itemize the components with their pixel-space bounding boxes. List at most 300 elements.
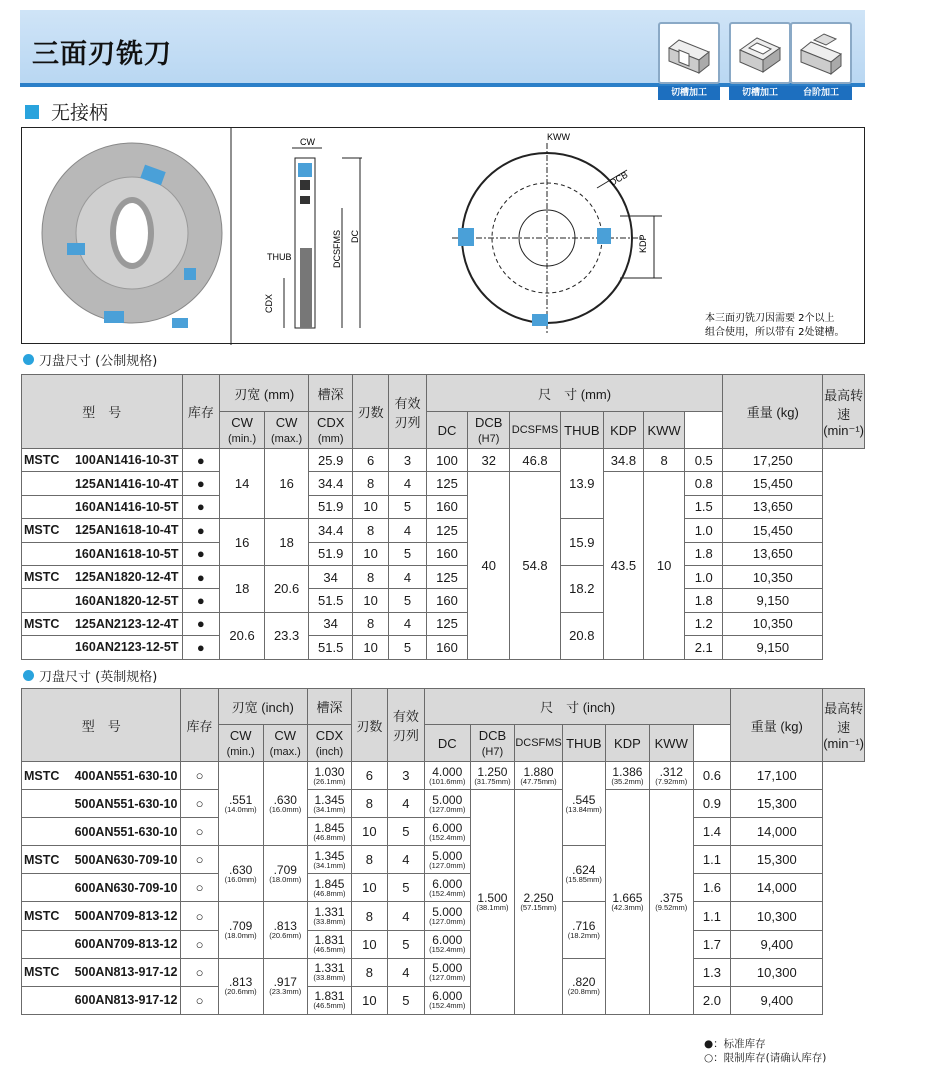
dcb-cell-value: 1.250: [477, 764, 508, 779]
thub-cell: [562, 762, 605, 846]
table-row: [22, 472, 865, 495]
cdx-cell: 34: [309, 612, 353, 635]
cdx-cell-value: 1.345: [314, 792, 345, 807]
dcsfms-cell: [515, 762, 562, 790]
cdx-cell: 51.5: [309, 589, 353, 612]
effective-cell: 5: [389, 542, 427, 565]
effective-cell: 5: [389, 589, 427, 612]
kdp-cell: 34.8: [603, 449, 643, 472]
weight-cell: 1.6: [693, 874, 731, 902]
teeth-cell: 8: [352, 790, 388, 818]
bullet-dot-icon: [23, 670, 34, 681]
badge-slotting-2: 切槽加工: [729, 22, 791, 100]
svg-text:DCSFMS: DCSFMS: [332, 230, 342, 268]
cw-max-cell: 18: [264, 519, 308, 566]
speed-cell: 10,300: [731, 958, 823, 986]
cdx-cell-mm: (46.8mm): [313, 888, 346, 898]
cw-max-cell-value: .813: [273, 919, 297, 934]
square-bullet-icon: [25, 105, 39, 119]
cw-max-cell-value: .630: [273, 792, 297, 807]
dcb-cell: [470, 790, 515, 1015]
front-view-drawing: [452, 132, 662, 333]
cdx-cell: 34: [309, 565, 353, 588]
speed-cell: 9,150: [723, 636, 823, 659]
speed-cell: 17,250: [723, 449, 823, 472]
model-cell: [22, 636, 183, 659]
teeth-cell: 8: [353, 472, 389, 495]
header-kww: KWW: [644, 412, 685, 449]
header-cw-min: CW (min.): [220, 412, 265, 449]
teeth-cell: 8: [352, 902, 388, 930]
teeth-cell: 10: [352, 818, 388, 846]
cdx-cell-mm: (34.1mm): [313, 804, 346, 814]
dcsfms-cell: [515, 790, 562, 1015]
dc-cell-value: 5.000: [432, 905, 463, 920]
stock-cell: ●: [182, 449, 220, 472]
model-prefix: MSTC: [24, 453, 60, 468]
teeth-cell: 6: [353, 449, 389, 472]
stock-cell: ●: [182, 589, 220, 612]
cw-max-cell-mm: (18.0mm): [269, 874, 302, 884]
cdx-cell-mm: (46.5mm): [313, 1001, 346, 1011]
teeth-cell: 6: [352, 762, 388, 790]
header-cw-max: CW (max.): [264, 412, 308, 449]
header-dcsfms: DCSFMS: [515, 725, 562, 762]
model-cell: [22, 930, 181, 958]
svg-text:THUB: THUB: [267, 252, 292, 262]
effective-cell: 3: [389, 449, 427, 472]
header-cdx: CDX (mm): [309, 412, 353, 449]
header-thub: THUB: [560, 412, 603, 449]
table-row: [22, 542, 865, 565]
header-kdp: KDP: [603, 412, 643, 449]
table-row: [22, 930, 865, 958]
diagram-panel: [21, 127, 865, 344]
table-row: [22, 986, 865, 1014]
thub-cell: 13.9: [560, 449, 603, 519]
thub-cell: [562, 902, 605, 958]
dc-cell: 125: [426, 565, 467, 588]
dc-cell-mm: (152.4mm): [429, 945, 466, 955]
cw-min-cell: [218, 762, 263, 846]
header-dc: DC: [424, 725, 470, 762]
cdx-cell: [307, 846, 351, 874]
thub-cell: 15.9: [560, 519, 603, 566]
header-width: 刃宽 (mm): [220, 375, 309, 412]
speed-cell: 9,400: [731, 986, 823, 1014]
speed-cell: 15,300: [731, 846, 823, 874]
teeth-cell: 8: [353, 565, 389, 588]
svg-text:CW: CW: [300, 137, 315, 147]
header-stock: 库存: [181, 689, 218, 762]
header-effective: 有效刃列: [389, 375, 427, 449]
cdx-cell-value: 1.030: [314, 764, 345, 779]
cw-min-cell-mm: (16.0mm): [224, 874, 257, 884]
kww-cell-value: .312: [659, 764, 683, 779]
weight-cell: 2.1: [685, 636, 723, 659]
thub-cell: [562, 846, 605, 902]
slot-block-icon: [658, 22, 720, 84]
svg-text:CDX: CDX: [264, 293, 274, 313]
kdp-cell: [605, 790, 649, 1015]
cdx-cell: [307, 874, 351, 902]
thub-cell: 20.8: [560, 612, 603, 659]
header-speed: 最高转速 (min⁻¹): [823, 689, 865, 762]
cw-max-cell: [263, 762, 307, 846]
cdx-cell-value: 1.831: [314, 989, 345, 1004]
model-code: 160AN1618-10-5T: [74, 546, 179, 561]
table-row: [22, 495, 865, 518]
cw-min-cell-mm: (18.0mm): [224, 931, 257, 941]
cw-max-cell-mm: (23.3mm): [269, 987, 302, 997]
cw-max-cell-value: .709: [273, 862, 297, 877]
cw-min-cell: [218, 958, 263, 1014]
table-row: [22, 846, 865, 874]
model-code: 160AN1416-10-5T: [74, 499, 179, 514]
teeth-cell: 10: [353, 636, 389, 659]
metric-spec-table: [21, 374, 865, 660]
effective-cell: 4: [387, 902, 424, 930]
dc-cell: 160: [426, 495, 467, 518]
weight-cell: 1.0: [685, 565, 723, 588]
model-prefix: MSTC: [24, 616, 60, 631]
cdx-cell-mm: (33.8mm): [313, 973, 346, 983]
cdx-cell: [307, 986, 351, 1014]
cdx-cell-value: 1.331: [314, 905, 345, 920]
dcsfms-cell: 46.8: [510, 449, 561, 472]
model-code: 100AN1416-10-3T: [74, 453, 179, 468]
dc-cell: [424, 818, 470, 846]
model-code: 125AN2123-12-4T: [74, 616, 179, 631]
cw-min-cell-mm: (20.6mm): [224, 987, 257, 997]
table-row: [22, 902, 865, 930]
kdp-cell-mm: (35.2mm): [611, 776, 644, 786]
kww-cell-value: .375: [659, 890, 683, 905]
model-cell: [22, 902, 181, 930]
dc-cell: [424, 958, 470, 986]
cw-min-cell: 18: [220, 565, 265, 612]
effective-cell: 5: [389, 495, 427, 518]
metric-section-title: 刀盘尺寸 (公制规格): [23, 350, 157, 369]
table-row: [22, 519, 865, 542]
table-row: [22, 636, 865, 659]
cdx-cell-value: 1.831: [314, 933, 345, 948]
cw-max-cell: 23.3: [264, 612, 308, 659]
thub-cell-value: .624: [572, 862, 596, 877]
model-code: 600AN630-709-10: [74, 880, 178, 895]
thub-cell: [562, 958, 605, 1014]
dc-cell-value: 6.000: [432, 933, 463, 948]
model-cell: [22, 612, 183, 635]
header-speed: 最高转速 (min⁻¹): [823, 375, 865, 449]
model-prefix: MSTC: [24, 909, 60, 924]
weight-cell: 1.1: [693, 846, 731, 874]
cdx-cell: 34.4: [309, 472, 353, 495]
badge-shoulder: 台阶加工: [790, 22, 852, 100]
dc-cell: [424, 762, 470, 790]
dc-cell-value: 5.000: [432, 961, 463, 976]
teeth-cell: 10: [353, 542, 389, 565]
stock-cell: ○: [181, 790, 218, 818]
model-cell: [22, 589, 183, 612]
effective-cell: 5: [387, 930, 424, 958]
dc-cell-mm: (127.0mm): [429, 917, 466, 927]
model-code: 600AN551-630-10: [74, 824, 178, 839]
effective-cell: 3: [387, 762, 424, 790]
dcsfms-cell-value: 1.880: [523, 764, 554, 779]
header-model: 型 号: [22, 375, 183, 449]
header-teeth: 刃数: [352, 689, 388, 762]
cdx-cell: [307, 762, 351, 790]
weight-cell: 1.2: [685, 612, 723, 635]
cdx-cell: 51.9: [309, 542, 353, 565]
header-teeth: 刃数: [353, 375, 389, 449]
teeth-cell: 10: [352, 874, 388, 902]
kdp-cell-mm: (42.3mm): [611, 902, 644, 912]
speed-cell: 15,450: [723, 519, 823, 542]
dc-cell-mm: (127.0mm): [429, 804, 466, 814]
effective-cell: 4: [389, 519, 427, 542]
svg-text:KWW: KWW: [547, 132, 570, 142]
kdp-cell: 43.5: [603, 472, 643, 659]
cdx-cell-mm: (34.1mm): [313, 860, 346, 870]
model-prefix: MSTC: [24, 852, 60, 867]
imperial-table-body: [22, 762, 865, 1015]
diagram-note-2: 组合使用，所以带有 2处键槽。: [705, 327, 845, 338]
cw-min-cell: [218, 902, 263, 958]
header-dims: 尺 寸 (inch): [424, 689, 730, 725]
model-prefix: MSTC: [24, 768, 60, 783]
stock-cell: ●: [182, 636, 220, 659]
cw-min-cell: [218, 846, 263, 902]
weight-cell: 0.9: [693, 790, 731, 818]
section-subtitle: 无接柄: [25, 98, 108, 125]
model-code: 125AN1416-10-4T: [74, 476, 179, 491]
cdx-cell: [307, 930, 351, 958]
thub-cell-value: .820: [572, 975, 596, 990]
svg-text:DC: DC: [350, 230, 360, 243]
thub-cell-mm: (20.8mm): [567, 987, 600, 997]
teeth-cell: 8: [352, 958, 388, 986]
effective-cell: 4: [389, 565, 427, 588]
cutter-drawings: [22, 128, 866, 345]
dc-cell-value: 6.000: [432, 820, 463, 835]
stock-cell: ○: [181, 818, 218, 846]
model-cell: [22, 449, 183, 472]
cw-max-cell-value: .917: [273, 975, 297, 990]
effective-cell: 5: [387, 874, 424, 902]
cw-min-cell-mm: (14.0mm): [224, 804, 257, 814]
model-prefix: MSTC: [24, 523, 60, 538]
badge-slotting-1: 切槽加工: [658, 22, 720, 100]
cdx-cell-mm: (46.5mm): [313, 945, 346, 955]
speed-cell: 10,300: [731, 902, 823, 930]
cdx-cell-mm: (33.8mm): [313, 917, 346, 927]
effective-cell: 4: [389, 472, 427, 495]
teeth-cell: 10: [352, 930, 388, 958]
cdx-cell: 51.5: [309, 636, 353, 659]
cw-min-cell-value: .630: [228, 862, 253, 877]
stock-cell: ●: [182, 472, 220, 495]
effective-cell: 4: [387, 790, 424, 818]
dcb-cell-mm: (38.1mm): [476, 902, 509, 912]
header-cw-min: CW (min.): [218, 725, 263, 762]
effective-cell: 4: [387, 846, 424, 874]
cdx-cell: [307, 790, 351, 818]
thub-cell-mm: (13.84mm): [565, 804, 602, 814]
dcsfms-cell-mm: (57.15mm): [520, 902, 557, 912]
stock-cell: ●: [182, 565, 220, 588]
dc-cell: [424, 930, 470, 958]
cdx-cell: 51.9: [309, 495, 353, 518]
kdp-cell: [605, 762, 649, 790]
dc-cell-mm: (127.0mm): [429, 860, 466, 870]
cdx-cell: 34.4: [309, 519, 353, 542]
dc-cell: 160: [426, 636, 467, 659]
header-cdx: CDX (inch): [307, 725, 351, 762]
header-stock: 库存: [182, 375, 220, 449]
teeth-cell: 10: [353, 589, 389, 612]
legend-standard: ●：标准库存: [704, 1038, 766, 1050]
model-cell: [22, 790, 181, 818]
svg-text:DCB: DCB: [608, 169, 630, 188]
model-cell: [22, 818, 181, 846]
header-weight: 重量 (kg): [723, 375, 823, 449]
cdx-cell-value: 1.845: [314, 876, 345, 891]
model-code: 600AN813-917-12: [74, 993, 178, 1008]
cw-max-cell: [263, 958, 307, 1014]
speed-cell: 9,400: [731, 930, 823, 958]
dcsfms-cell-value: 2.250: [523, 890, 554, 905]
dc-cell-mm: (152.4mm): [429, 1001, 466, 1011]
thub-cell-value: .716: [572, 919, 596, 934]
header-width: 刃宽 (inch): [218, 689, 307, 725]
cdx-cell-value: 1.331: [314, 961, 345, 976]
thub-cell: 18.2: [560, 565, 603, 612]
side-view-drawing: [264, 137, 362, 328]
header-dcb: DCB (H7): [470, 725, 515, 762]
dc-cell-value: 5.000: [432, 848, 463, 863]
dc-cell: 160: [426, 589, 467, 612]
model-code: 500AN551-630-10: [74, 796, 178, 811]
page-header: [20, 10, 865, 98]
bullet-dot-icon: [23, 354, 34, 365]
header-thub: THUB: [562, 725, 605, 762]
cw-min-cell-value: .813: [228, 975, 253, 990]
dc-cell-mm: (152.4mm): [429, 888, 466, 898]
model-code: 125AN1820-12-4T: [74, 570, 179, 585]
teeth-cell: 8: [353, 519, 389, 542]
table-row: [22, 818, 865, 846]
header-groove: 槽深: [309, 375, 353, 412]
model-cell: [22, 874, 181, 902]
stock-cell: ○: [181, 930, 218, 958]
speed-cell: 9,150: [723, 589, 823, 612]
speed-cell: 10,350: [723, 612, 823, 635]
model-code: 400AN551-630-10: [74, 768, 178, 783]
cw-max-cell-mm: (20.6mm): [269, 931, 302, 941]
header-weight: 重量 (kg): [731, 689, 823, 762]
stock-cell: ●: [182, 542, 220, 565]
dc-cell: 125: [426, 612, 467, 635]
legend-limited: ○：限制库存(请确认库存): [704, 1052, 827, 1064]
weight-cell: 0.5: [685, 449, 723, 472]
effective-cell: 5: [387, 986, 424, 1014]
table-row: [22, 762, 865, 790]
cw-max-cell: 20.6: [264, 565, 308, 612]
dc-cell-mm: (101.6mm): [429, 776, 466, 786]
table-row: [22, 958, 865, 986]
weight-cell: 1.7: [693, 930, 731, 958]
header-dcsfms: DCSFMS: [510, 412, 561, 449]
model-cell: [22, 565, 183, 588]
speed-cell: 14,000: [731, 818, 823, 846]
kww-cell: 10: [644, 472, 685, 659]
weight-cell: 1.0: [685, 519, 723, 542]
teeth-cell: 8: [352, 846, 388, 874]
speed-cell: 13,650: [723, 542, 823, 565]
svg-text:KDP: KDP: [638, 234, 648, 253]
kdp-cell-value: 1.386: [612, 764, 643, 779]
thub-cell-mm: (18.2mm): [567, 931, 600, 941]
model-cell: [22, 846, 181, 874]
model-cell: [22, 472, 183, 495]
thub-cell-mm: (15.85mm): [565, 874, 602, 884]
stock-cell: ○: [181, 846, 218, 874]
model-cell: [22, 542, 183, 565]
cw-max-cell: 16: [264, 449, 308, 519]
model-cell: [22, 519, 183, 542]
header-cw-max: CW (max.): [263, 725, 307, 762]
stock-cell: ○: [181, 986, 218, 1014]
cdx-cell-mm: (46.8mm): [313, 832, 346, 842]
dcsfms-cell-mm: (47.75mm): [520, 776, 557, 786]
weight-cell: 1.8: [685, 589, 723, 612]
stock-cell: ○: [181, 762, 218, 790]
stock-cell: ●: [182, 519, 220, 542]
cdx-cell: [307, 818, 351, 846]
effective-cell: 4: [389, 612, 427, 635]
cutter-photo: [42, 143, 222, 328]
model-code: 500AN709-813-12: [74, 909, 178, 924]
header-groove: 槽深: [307, 689, 351, 725]
stock-cell: ○: [181, 902, 218, 930]
page-title: 三面刃铣刀: [32, 39, 172, 70]
table-row: [22, 589, 865, 612]
header-dims: 尺 寸 (mm): [426, 375, 723, 412]
dc-cell: [424, 790, 470, 818]
header-dcb: DCB (H7): [468, 412, 510, 449]
effective-cell: 5: [387, 818, 424, 846]
cw-min-cell-value: .551: [228, 792, 253, 807]
dcb-cell-mm: (31.75mm): [474, 776, 511, 786]
dc-cell-value: 6.000: [432, 876, 463, 891]
teeth-cell: 10: [353, 495, 389, 518]
dc-cell: [424, 986, 470, 1014]
teeth-cell: 10: [352, 986, 388, 1014]
slot-block-icon: [729, 22, 791, 84]
kww-cell: 8: [644, 449, 685, 472]
model-cell: [22, 958, 181, 986]
dc-cell: 160: [426, 542, 467, 565]
model-code: 125AN1618-10-4T: [74, 523, 179, 538]
model-code: 160AN2123-12-5T: [74, 640, 179, 655]
effective-cell: 4: [387, 958, 424, 986]
dc-cell-value: 4.000: [432, 764, 463, 779]
speed-cell: 15,450: [723, 472, 823, 495]
weight-cell: 1.4: [693, 818, 731, 846]
model-code: 500AN813-917-12: [74, 965, 178, 980]
